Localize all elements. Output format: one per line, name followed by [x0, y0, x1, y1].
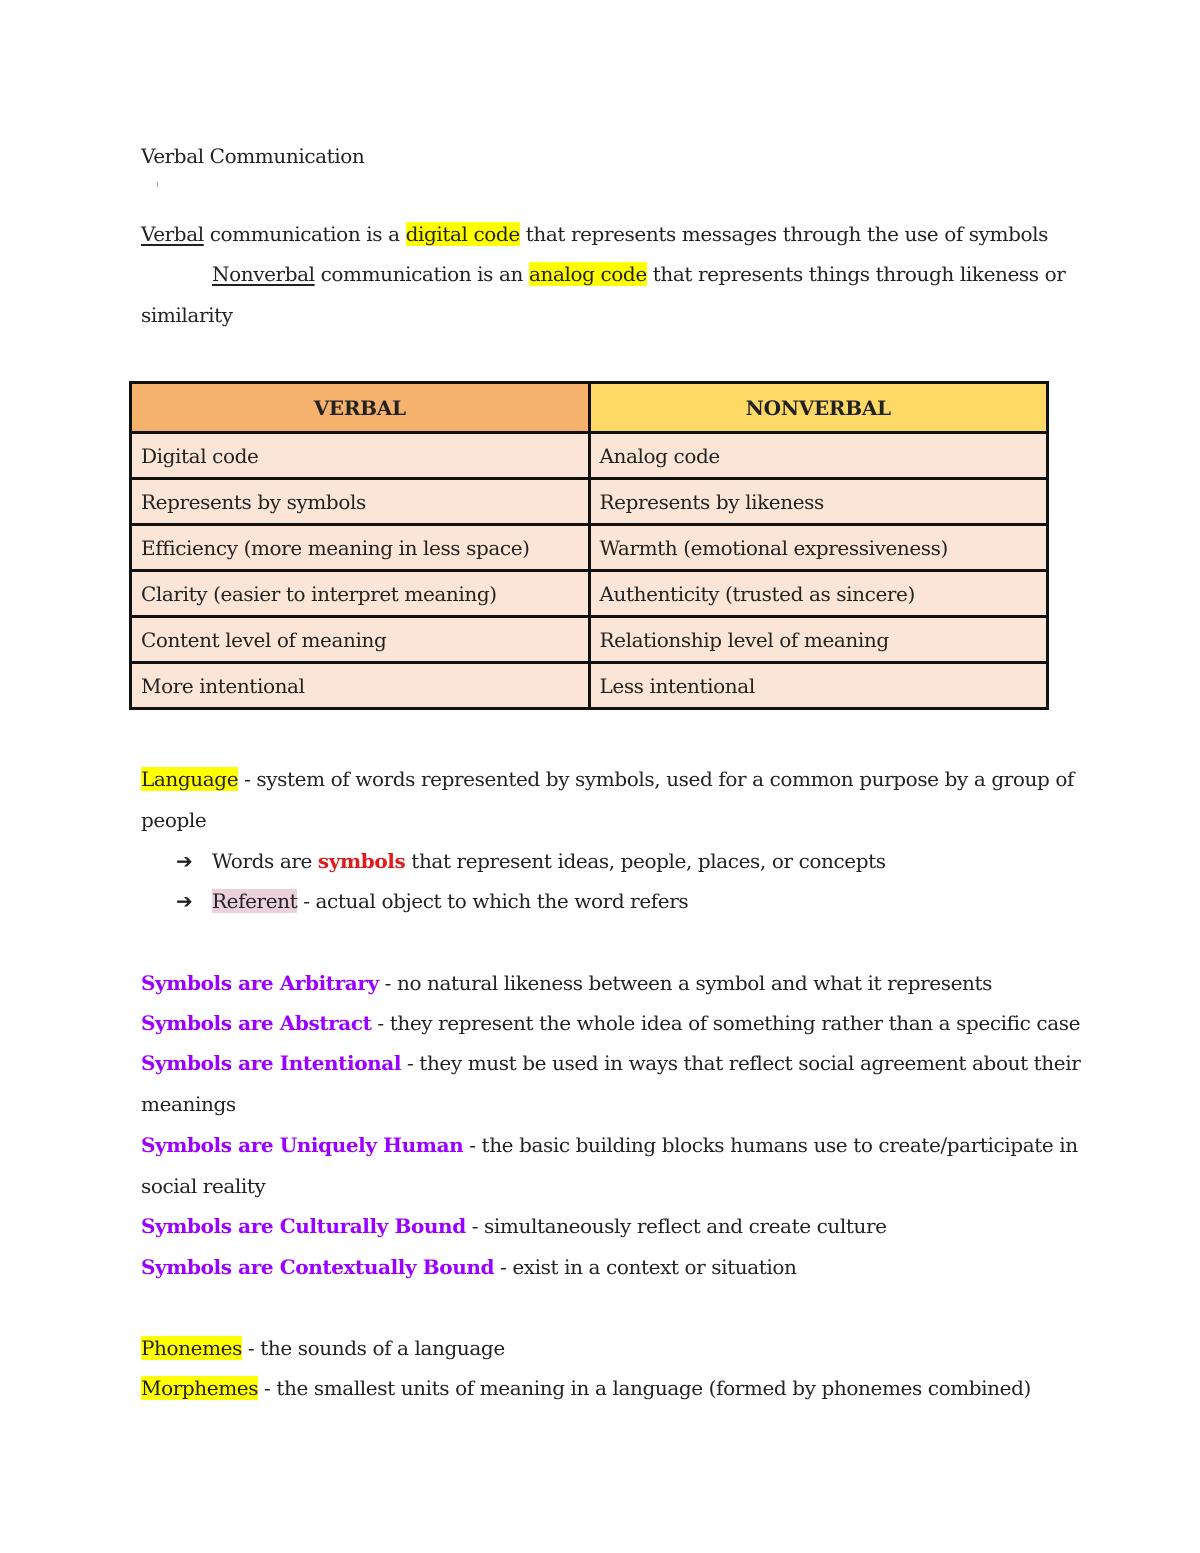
analog-code-highlight: analog code	[528, 262, 647, 286]
intro-continuation: similarity	[141, 303, 233, 327]
intro-verbal-line	[141, 220, 1048, 248]
bullet-symbols	[176, 847, 886, 875]
symbols-abstract	[141, 1009, 1080, 1037]
symbols-culturally-bound	[141, 1212, 887, 1240]
phonemes-term: Phonemes	[141, 1336, 242, 1360]
table-cell: Relationship level of meaning	[589, 617, 1048, 663]
symbol-property-term: Symbols are Arbitrary	[141, 971, 379, 995]
symbol-property-term: Symbols are Culturally Bound	[141, 1214, 466, 1238]
table-row	[131, 433, 1048, 479]
table-row	[131, 479, 1048, 525]
definition-text: - system of words represented by symbols, used for a common purpose by a group of	[238, 767, 1075, 791]
table-cell: Clarity (easier to interpret meaning)	[131, 571, 590, 617]
intro-text: communication is a	[203, 222, 406, 246]
morphemes-definition	[141, 1374, 1031, 1402]
table-cell: Warmth (emotional expressiveness)	[589, 525, 1048, 571]
digital-code-highlight: digital code	[405, 222, 520, 246]
symbols-keyword: symbols	[317, 849, 406, 873]
definition-text: - no natural likeness between a symbol and what it represents	[378, 971, 993, 995]
intro-text: that represents messages through the use of symbols	[519, 222, 1049, 246]
language-continuation: people	[141, 808, 207, 832]
definition-text: - the smallest units of meaning in a language (formed by phonemes combined)	[258, 1376, 1031, 1400]
referent-term: Referent	[212, 889, 298, 913]
arrow-right-icon: ➔	[176, 849, 193, 873]
table-row	[131, 571, 1048, 617]
symbols-uniquely-human	[141, 1131, 1078, 1159]
table-cell: Represents by symbols	[131, 479, 590, 525]
header-verbal: VERBAL	[131, 383, 590, 433]
nonverbal-term: Nonverbal	[212, 262, 315, 286]
symbol-property-term: Symbols are Intentional	[141, 1051, 402, 1075]
comparison-table	[129, 381, 1049, 710]
intro-text: that represents things through likeness or	[646, 262, 1066, 286]
page-title: Verbal Communication	[141, 144, 365, 168]
definition-text: - they must be used in ways that reflect social agreement about their	[401, 1051, 1081, 1075]
symbol-property-term: Symbols are Abstract	[141, 1011, 372, 1035]
table-row	[131, 617, 1048, 663]
definition-text: - the basic building blocks humans use to create/participate in	[463, 1133, 1078, 1157]
definition-text: - the sounds of a language	[241, 1336, 505, 1360]
symbols-intentional	[141, 1049, 1080, 1077]
table-cell: Efficiency (more meaning in less space)	[131, 525, 590, 571]
symbol-property-term: Symbols are Contextually Bound	[141, 1255, 495, 1279]
table-cell: Authenticity (trusted as sincere)	[589, 571, 1048, 617]
verbal-term: Verbal	[141, 222, 204, 246]
table-cell: Less intentional	[589, 663, 1048, 709]
table-row	[131, 663, 1048, 709]
table-cell: Content level of meaning	[131, 617, 590, 663]
table-cell: Analog code	[589, 433, 1048, 479]
definition-text: - simultaneously reflect and create culture	[465, 1214, 887, 1238]
bullet-text: Words are	[212, 849, 318, 873]
table-row	[131, 525, 1048, 571]
definition-text: - they represent the whole idea of something rather than a specific case	[371, 1011, 1081, 1035]
bullet-text: - actual object to which the word refers	[297, 889, 689, 913]
symbols-human-continuation: social reality	[141, 1174, 266, 1198]
header-nonverbal: NONVERBAL	[589, 383, 1048, 433]
table-cell: More intentional	[131, 663, 590, 709]
bullet-referent	[176, 887, 688, 915]
intro-nonverbal-line	[212, 260, 1065, 288]
table-header-row	[131, 383, 1048, 433]
arrow-right-icon: ➔	[176, 889, 193, 913]
symbols-intentional-continuation: meanings	[141, 1092, 236, 1116]
table-cell: Represents by likeness	[589, 479, 1048, 525]
language-term: Language	[141, 767, 239, 791]
cursor-mark	[157, 182, 158, 187]
morphemes-term: Morphemes	[141, 1376, 259, 1400]
intro-text: communication is an	[314, 262, 529, 286]
table-cell: Digital code	[131, 433, 590, 479]
symbol-property-term: Symbols are Uniquely Human	[141, 1133, 464, 1157]
language-definition	[141, 765, 1074, 793]
definition-text: - exist in a context or situation	[494, 1255, 797, 1279]
symbols-arbitrary	[141, 969, 992, 997]
symbols-contextually-bound	[141, 1253, 797, 1281]
bullet-text: that represent ideas, people, places, or concepts	[405, 849, 886, 873]
phonemes-definition	[141, 1334, 505, 1362]
